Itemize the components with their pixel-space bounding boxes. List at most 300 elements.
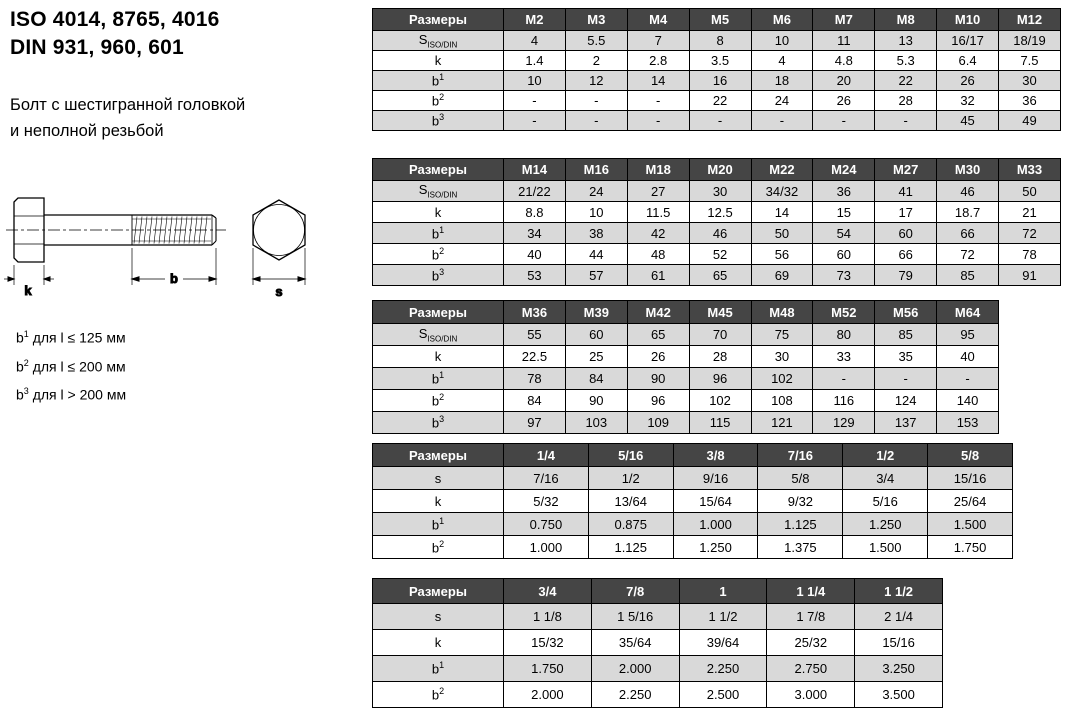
value-cell: 5.3 [875,51,937,71]
value-cell: 90 [565,390,627,412]
value-cell: - [565,91,627,111]
value-cell: 153 [937,412,999,434]
value-cell: 2.000 [591,656,679,682]
value-cell: 10 [504,71,566,91]
value-cell: 44 [565,244,627,265]
dim-label-b: b [170,271,178,286]
value-cell: 40 [504,244,566,265]
row-label: $b^2$ [373,682,504,708]
dimensions-header: Размеры [373,9,504,31]
value-cell: 4.8 [813,51,875,71]
value-cell: 34 [504,223,566,244]
value-cell: 7.5 [999,51,1061,71]
value-cell: 2.750 [767,656,855,682]
size-column-header: M30 [937,159,999,181]
value-cell: 0.875 [588,513,673,536]
value-cell: 2 [565,51,627,71]
value-cell: 57 [565,265,627,286]
size-column-header: 7/8 [591,579,679,604]
row-label: $S_{ISO/DIN}$ [373,31,504,51]
value-cell: 18 [751,71,813,91]
value-cell: 72 [937,244,999,265]
size-column-header: 1 [679,579,767,604]
value-cell: 121 [751,412,813,434]
value-cell: 50 [751,223,813,244]
size-column-header: 1 1/2 [855,579,943,604]
value-cell: 25/64 [928,490,1013,513]
header-row [373,159,1061,181]
value-cell: 17 [875,202,937,223]
value-cell: 15/64 [673,490,758,513]
dim-label-k: k [24,283,32,298]
value-cell: 49 [999,111,1061,131]
value-cell: 46 [937,181,999,202]
dimension-row [373,244,1061,265]
row-label: $b^2$ [373,536,504,559]
value-cell: 14 [627,71,689,91]
value-cell: 1.375 [758,536,843,559]
value-cell: 30 [751,346,813,368]
dimension-row [373,346,999,368]
value-cell: 60 [813,244,875,265]
row-label: $b^3$ [373,412,504,434]
size-column-header: M5 [689,9,751,31]
value-cell: 11.5 [627,202,689,223]
value-cell: 65 [627,324,689,346]
row-label: $b^1$ [373,368,504,390]
value-cell: 8.8 [504,202,566,223]
row-label: k [373,51,504,71]
note-b1 [16,322,126,351]
hex-head-end-view [253,200,305,260]
dimension-row [373,656,943,682]
size-column-header: M42 [627,301,689,324]
dimension-row [373,223,1061,244]
value-cell: - [504,91,566,111]
value-cell: - [813,368,875,390]
note-superscript: 3 [23,386,29,397]
value-cell: 1/2 [588,467,673,490]
size-column-header: M33 [999,159,1061,181]
value-cell: 28 [875,91,937,111]
row-label: $b^2$ [373,244,504,265]
value-cell: 15/16 [928,467,1013,490]
size-column-header: M22 [751,159,813,181]
value-cell: 21/22 [504,181,566,202]
dimensions-header: Размеры [373,159,504,181]
value-cell: 36 [813,181,875,202]
value-cell: 3/4 [843,467,928,490]
value-cell: 124 [875,390,937,412]
note-text: для l ≤ 125 мм [28,329,126,346]
note-superscript: 1 [23,329,29,339]
note-b3 [16,379,126,408]
size-column-header: M45 [689,301,751,324]
value-cell: 3.250 [855,656,943,682]
value-cell: 55 [504,324,566,346]
value-cell: 1.750 [504,656,592,682]
size-column-header: 3/4 [504,579,592,604]
value-cell: 15/16 [855,630,943,656]
header-row [373,444,1013,467]
metric-m36-m64-table [372,300,999,434]
value-cell: 1.250 [843,513,928,536]
value-cell: 33 [813,346,875,368]
value-cell: 84 [565,368,627,390]
value-cell: 75 [751,324,813,346]
iso-standards-line: ISO 4014, 8765, 4016 [10,8,220,31]
value-cell: 20 [813,71,875,91]
value-cell: 10 [565,202,627,223]
size-column-header: M64 [937,301,999,324]
value-cell: 1 7/8 [767,604,855,630]
value-cell: 79 [875,265,937,286]
size-column-header: 1 1/4 [767,579,855,604]
size-column-header: M7 [813,9,875,31]
value-cell: 25/32 [767,630,855,656]
value-cell: 2.250 [591,682,679,708]
value-cell: 12 [565,71,627,91]
dimension-row [373,51,1061,71]
value-cell: 69 [751,265,813,286]
value-cell: - [627,91,689,111]
value-cell: 13/64 [588,490,673,513]
size-column-header: 5/8 [928,444,1013,467]
row-label: $S_{ISO/DIN}$ [373,324,504,346]
size-column-header: M48 [751,301,813,324]
size-column-header: M14 [504,159,566,181]
value-cell: 3.5 [689,51,751,71]
value-cell: 2.500 [679,682,767,708]
size-column-header: M16 [565,159,627,181]
value-cell: 1.500 [928,513,1013,536]
value-cell: 60 [565,324,627,346]
value-cell: 4 [751,51,813,71]
value-cell: 140 [937,390,999,412]
value-cell: 115 [689,412,751,434]
value-cell: - [875,368,937,390]
value-cell: 1 1/8 [504,604,592,630]
value-cell: 52 [689,244,751,265]
value-cell: 1.000 [673,513,758,536]
dimension-row [373,91,1061,111]
dimension-row [373,536,1013,559]
value-cell: 11 [813,31,875,51]
value-cell: 78 [999,244,1061,265]
size-column-header: M6 [751,9,813,31]
row-label: k [373,490,504,513]
value-cell: 96 [627,390,689,412]
dimension-row [373,630,943,656]
value-cell: 1 1/2 [679,604,767,630]
table-metric-m14-m33 [372,158,1061,286]
dimension-row [373,181,1061,202]
size-column-header: 1/4 [504,444,589,467]
dimension-row [373,31,1061,51]
size-column-header: M8 [875,9,937,31]
value-cell: - [565,111,627,131]
din-standards-line: DIN 931, 960, 601 [10,36,184,59]
value-cell: - [875,111,937,131]
header-row [373,301,999,324]
value-cell: 5/8 [758,467,843,490]
value-cell: 28 [689,346,751,368]
value-cell: 41 [875,181,937,202]
value-cell: 35/64 [591,630,679,656]
dimension-row [373,390,999,412]
value-cell: 56 [751,244,813,265]
value-cell: 3.500 [855,682,943,708]
note-symbol: b [16,358,24,375]
value-cell: 137 [875,412,937,434]
value-cell: 91 [999,265,1061,286]
row-label: $b^3$ [373,265,504,286]
value-cell: 1.125 [758,513,843,536]
row-label: $b^3$ [373,111,504,131]
value-cell: 9/16 [673,467,758,490]
row-label: k [373,346,504,368]
value-cell: 2.8 [627,51,689,71]
value-cell: 7 [627,31,689,51]
value-cell: 10 [751,31,813,51]
value-cell: 6.4 [937,51,999,71]
value-cell: 0.750 [504,513,589,536]
value-cell: 53 [504,265,566,286]
table-inch-small [372,443,1013,559]
size-column-header: M56 [875,301,937,324]
value-cell: 39/64 [679,630,767,656]
value-cell: 26 [813,91,875,111]
row-label: k [373,202,504,223]
bolt-technical-drawing [4,188,364,303]
dimension-row [373,412,999,434]
value-cell: 109 [627,412,689,434]
dimension-row [373,324,999,346]
note-text: для l ≤ 200 мм [28,358,126,375]
description-line-2: и неполной резьбой [10,122,164,140]
value-cell: 16 [689,71,751,91]
dimension-row [373,513,1013,536]
value-cell: 36 [999,91,1061,111]
value-cell: 70 [689,324,751,346]
value-cell: 1.250 [673,536,758,559]
header-row [373,579,943,604]
value-cell: 34/32 [751,181,813,202]
value-cell: 1 5/16 [591,604,679,630]
dimension-row [373,467,1013,490]
table-metric-m2-m12 [372,8,1061,131]
dimension-row [373,71,1061,91]
value-cell: 21 [999,202,1061,223]
value-cell: 54 [813,223,875,244]
product-description [10,92,245,144]
value-cell: 129 [813,412,875,434]
dim-label-s: s [275,284,283,299]
value-cell: 22 [689,91,751,111]
value-cell: 18.7 [937,202,999,223]
value-cell: 65 [689,265,751,286]
value-cell: 90 [627,368,689,390]
dimension-row [373,604,943,630]
value-cell: 13 [875,31,937,51]
dimension-row [373,490,1013,513]
row-label: s [373,604,504,630]
value-cell: 3.000 [767,682,855,708]
value-cell: 1.000 [504,536,589,559]
row-label: $b^1$ [373,71,504,91]
value-cell: 85 [875,324,937,346]
value-cell: 18/19 [999,31,1061,51]
value-cell: 108 [751,390,813,412]
value-cell: 95 [937,324,999,346]
value-cell: 30 [689,181,751,202]
size-column-header: M2 [504,9,566,31]
value-cell: 22.5 [504,346,566,368]
row-label: $b^2$ [373,91,504,111]
value-cell: 15/32 [504,630,592,656]
value-cell: 30 [999,71,1061,91]
value-cell: - [504,111,566,131]
value-cell: 12.5 [689,202,751,223]
size-column-header: M36 [504,301,566,324]
value-cell: 48 [627,244,689,265]
row-label: $S_{ISO/DIN}$ [373,181,504,202]
value-cell: 2.000 [504,682,592,708]
value-cell: 15 [813,202,875,223]
size-column-header: M4 [627,9,689,31]
value-cell: 103 [565,412,627,434]
dimension-k [4,265,54,298]
value-cell: - [689,111,751,131]
size-column-header: 3/8 [673,444,758,467]
value-cell: 102 [689,390,751,412]
value-cell: 72 [999,223,1061,244]
value-cell: 61 [627,265,689,286]
note-symbol: b [16,329,24,346]
value-cell: 4 [504,31,566,51]
value-cell: 85 [937,265,999,286]
value-cell: - [627,111,689,131]
value-cell: 46 [689,223,751,244]
value-cell: 2 1/4 [855,604,943,630]
row-label: s [373,467,504,490]
dimensions-header: Размеры [373,579,504,604]
value-cell: 66 [875,244,937,265]
value-cell: 96 [689,368,751,390]
value-cell: 1.750 [928,536,1013,559]
standards-title [10,6,220,62]
value-cell: 50 [999,181,1061,202]
value-cell: 78 [504,368,566,390]
metric-m2-m12-table [372,8,1061,131]
row-label: $b^1$ [373,513,504,536]
value-cell: 5/16 [843,490,928,513]
value-cell: 97 [504,412,566,434]
table-metric-m36-m64 [372,300,999,434]
size-column-header: M24 [813,159,875,181]
dimensions-header: Размеры [373,301,504,324]
dimension-row [373,202,1061,223]
value-cell: 24 [751,91,813,111]
value-cell: 9/32 [758,490,843,513]
value-cell: 73 [813,265,875,286]
size-column-header: M52 [813,301,875,324]
value-cell: 26 [627,346,689,368]
size-column-header: M20 [689,159,751,181]
row-label: $b^2$ [373,390,504,412]
dimension-row [373,368,999,390]
table-inch-large [372,578,943,708]
size-column-header: M12 [999,9,1061,31]
description-line-1: Болт с шестигранной головкой [10,96,246,114]
row-label: $b^1$ [373,656,504,682]
metric-m14-m33-table [372,158,1061,286]
value-cell: 38 [565,223,627,244]
dimension-b [132,248,216,286]
inch-quarter-to-five-eighths-table [372,443,1013,559]
value-cell: 80 [813,324,875,346]
value-cell: - [751,111,813,131]
note-superscript: 2 [23,357,29,368]
value-cell: 1.500 [843,536,928,559]
note-symbol: b [16,386,24,403]
size-column-header: M39 [565,301,627,324]
note-b2 [16,351,126,380]
value-cell: 40 [937,346,999,368]
value-cell: 116 [813,390,875,412]
row-label: $b^1$ [373,223,504,244]
value-cell: 26 [937,71,999,91]
value-cell: - [813,111,875,131]
size-column-header: M10 [937,9,999,31]
dimension-row [373,111,1061,131]
row-label: k [373,630,504,656]
size-column-header: 1/2 [843,444,928,467]
value-cell: 1.125 [588,536,673,559]
size-column-header: M3 [565,9,627,31]
value-cell: 25 [565,346,627,368]
value-cell: 102 [751,368,813,390]
size-column-header: M18 [627,159,689,181]
value-cell: 5/32 [504,490,589,513]
value-cell: 66 [937,223,999,244]
value-cell: 1.4 [504,51,566,71]
inch-three-quarter-to-one-and-half-table [372,578,943,708]
dimension-row [373,265,1061,286]
dimensions-header: Размеры [373,444,504,467]
size-column-header: M27 [875,159,937,181]
header-row [373,9,1061,31]
value-cell: 5.5 [565,31,627,51]
value-cell: 35 [875,346,937,368]
value-cell: 2.250 [679,656,767,682]
value-cell: 27 [627,181,689,202]
value-cell: 7/16 [504,467,589,490]
value-cell: 60 [875,223,937,244]
size-column-header: 5/16 [588,444,673,467]
value-cell: 32 [937,91,999,111]
note-text: для l > 200 мм [28,386,127,403]
value-cell: 42 [627,223,689,244]
value-cell: 84 [504,390,566,412]
value-cell: 8 [689,31,751,51]
value-cell: 45 [937,111,999,131]
value-cell: 14 [751,202,813,223]
size-column-header: 7/16 [758,444,843,467]
value-cell: - [937,368,999,390]
length-notes [16,322,126,408]
value-cell: 16/17 [937,31,999,51]
